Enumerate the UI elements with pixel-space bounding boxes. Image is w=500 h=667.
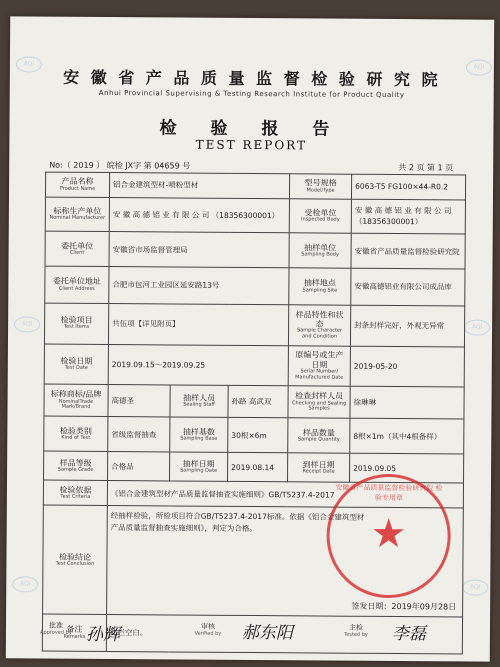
signature-tested: 李磊 (391, 623, 427, 645)
value-serial-no: 2019-05-20 (350, 346, 464, 387)
label-trade-mark: 标称商标/品牌 NominalTrade Mark/Brand (44, 384, 108, 417)
label-serial-no: 原编号或生产日期 Serial Number/ Manufactured Date (288, 345, 350, 386)
value-sampling-site: 安徽高德铝业有限公司成品库 (351, 268, 465, 306)
official-stamp: 安徽省产品质量监督检验研究院 检验专用章 ★ (326, 474, 451, 599)
label-test-conclusion: 检验结论 Test Conclusion (43, 505, 108, 614)
watermark-logo: AQI (16, 56, 42, 72)
label-manufacturer: 标称生产单位 Nominal Manufacturer (45, 197, 109, 232)
report-paper (6, 16, 494, 661)
label-client-address: 委托单位地址 Client Address (45, 266, 109, 303)
value-product-name: 铝合金建筑型材-喷粉型材 (109, 173, 289, 199)
label-verified: 审核 Verified by (194, 622, 222, 637)
signature-verified: 郝东阳 (241, 622, 294, 644)
report-title-cn: 检 验 报 告 (159, 118, 344, 140)
label-inspected-body: 受检单位 Inspected Body (289, 198, 351, 233)
value-trade-mark: 高德圣 (108, 385, 170, 418)
value-test-date: 2019.09.15～2019.09.25 (108, 344, 288, 386)
value-receipt-date: 2019.09.05 (350, 453, 464, 483)
label-model: 型号规格 Model/Type (289, 174, 351, 199)
signature-approved: 孙辉 (85, 624, 120, 646)
watermark-logo: AQI (462, 579, 488, 595)
label-product-name: 产品名称 Product Name (45, 172, 109, 197)
value-sample-condition: 封条封样完好，外观无异常 (350, 305, 464, 346)
value-sampling-date: 2019.08.14 (228, 452, 288, 482)
value-client: 安徽省市场监督管理局 (109, 232, 289, 268)
label-sampling-base: 抽样基数 Sampling Base (170, 417, 228, 452)
watermark-logo: AQI (14, 316, 40, 332)
label-sample-grade: 样品等级 Sample Grade (44, 451, 108, 481)
value-sample-grade: 合格品 (108, 451, 170, 481)
issue-date: 签发日期：2019年09月28日 (351, 601, 457, 612)
label-tested: 主检 Tested by (343, 623, 368, 638)
label-test-items: 检验项目 Test Items (44, 303, 108, 344)
value-client-address: 合肥市包河工业园区延安路13号 (109, 266, 289, 304)
value-sampling-body: 安徽省产品质量监督检验研究院 (351, 233, 465, 268)
institute-name-cn: 安 徽 省 产 品 质 量 监 督 检 验 研 究 院 (63, 67, 441, 90)
page-info: 共 2 页 第 1 页 (398, 163, 454, 173)
label-test-criteria: 检验依据 Test Criteria (43, 481, 107, 506)
label-sampling-date: 抽样日期 Sampling Date (170, 452, 228, 482)
watermark-logo: AQI (466, 60, 492, 76)
conclusion-text: 经抽样检验，所检项目符合GB/T5237.4-2017标准。依据《铝合金建筑型材产品质量监督抽查实施细则》，判定为合格。 (110, 511, 365, 534)
label-kind-of-test: 检验类别 Kind of Test (44, 416, 108, 451)
label-client: 委托单位 Client (45, 231, 109, 266)
value-inspected-body: 安 徽 高 德 铝 业 有 限 公 司 （18356300001） (351, 199, 465, 234)
label-approved: 批准 Approved by (40, 621, 72, 636)
label-remarks: 备注 Remarks (42, 614, 106, 652)
label-sampling-staff: 抽样人员 Sealing Staff (170, 385, 228, 418)
value-test-items: 共伍项【详见附页】 (108, 303, 288, 345)
label-test-date: 检验日期 Test Date (44, 344, 108, 385)
value-model: 6063-T5 FG100×44-R0.2 (351, 174, 465, 199)
value-sampling-base: 30根×6m (228, 418, 288, 453)
value-remarks: 此栏空白。 (106, 614, 462, 654)
label-sample-condition: 样品特性和状态 Sample Character and Condition (288, 305, 350, 346)
value-test-criteria: 《铝合金建筑型材产品质量监督抽查实施细则》GB/T5237.4-2017 (107, 481, 463, 508)
label-sampling-body: 抽样单位 Sampling Body (289, 233, 351, 268)
label-sample-quantity: 样品数量 Sample Quantity (288, 418, 350, 453)
value-sample-quantity: 8根×1m（其中4根备样） (350, 418, 464, 453)
value-kind-of-test: 省级监督抽查 (108, 417, 170, 452)
report-number: No:（ 2019 ） 皖检 JX字 第 04659 号 (49, 160, 191, 171)
star-icon: ★ (370, 510, 407, 558)
watermark-logo: AQI (12, 576, 38, 592)
label-receipt-date: 到样日期 Receipt Date (288, 453, 350, 483)
value-sampling-staff: 孙路 高武双 (228, 385, 288, 418)
institute-name-en: Anhui Provincial Supervising & Testing Research Institute for Product Quality (98, 88, 405, 100)
label-checking-staff: 检查封样人员 Checking and Sealing Samples (288, 386, 350, 419)
watermark-logo: AQI (464, 319, 490, 335)
label-sampling-site: 抽样地点 Sampling Site (289, 268, 351, 305)
value-checking-staff: 徐琳琳 (350, 386, 464, 419)
value-manufacturer: 安 徽 高 德 铝 业 有 限 公 司 （18356300001） (109, 197, 289, 233)
report-title-en: TEST REPORT (195, 137, 308, 153)
